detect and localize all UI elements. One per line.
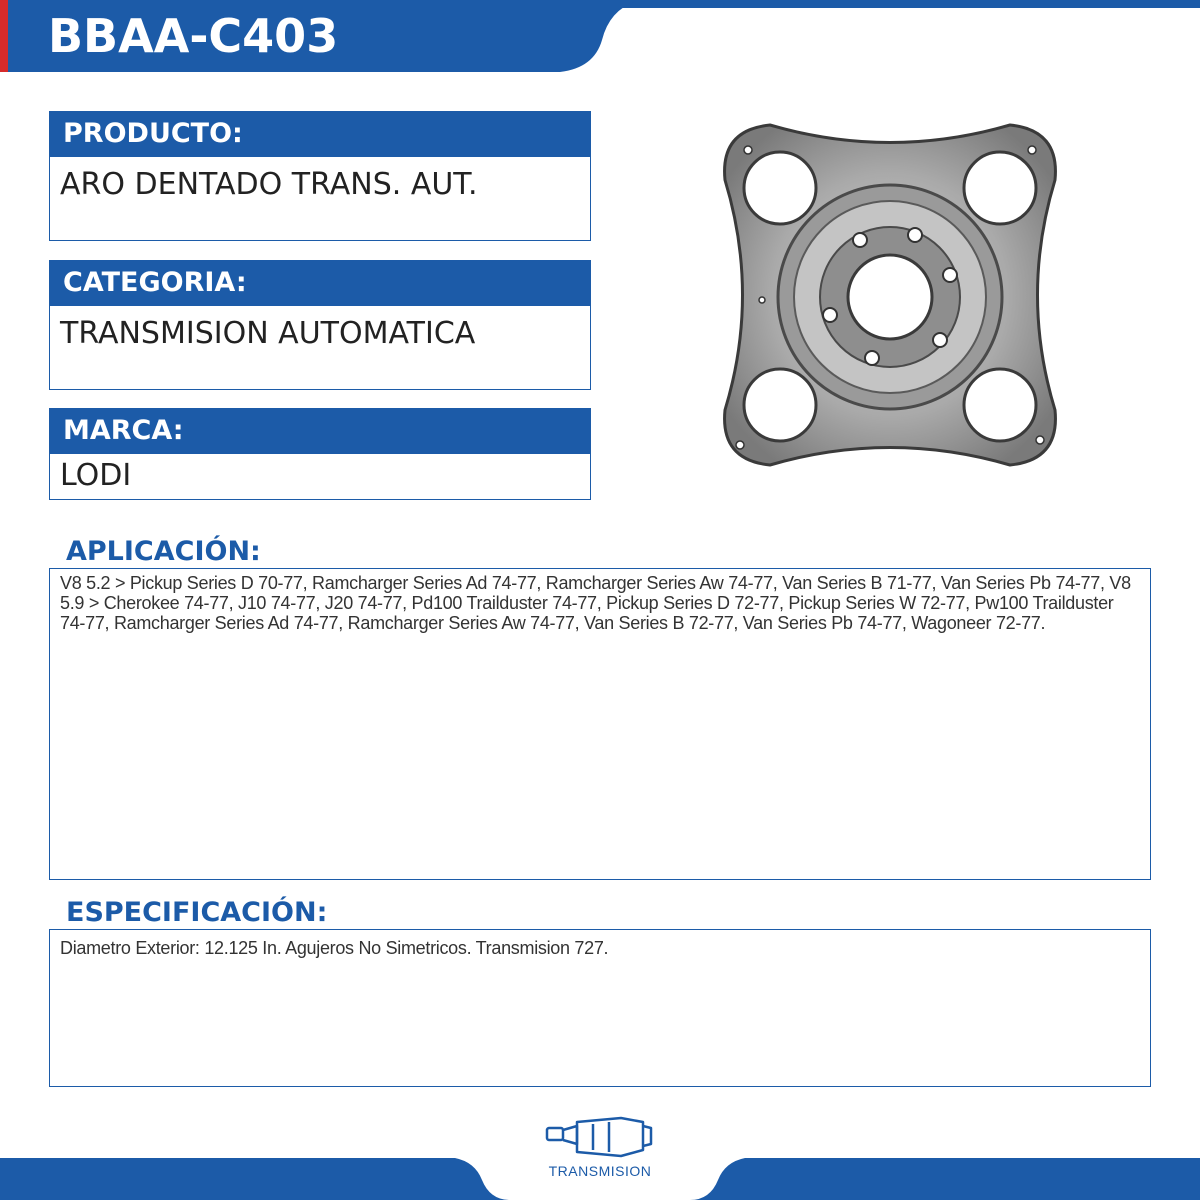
footer-label: TRANSMISION	[548, 1163, 652, 1179]
marca-label: MARCA:	[49, 408, 591, 454]
aplicacion-title: APLICACIÓN:	[66, 536, 261, 567]
categoria-label: CATEGORIA:	[49, 260, 591, 306]
producto-label: PRODUCTO:	[49, 111, 591, 157]
producto-field	[49, 111, 591, 241]
product-code-title: BBAA-C403	[48, 9, 339, 63]
categoria-value: TRANSMISION AUTOMATICA	[49, 306, 591, 390]
marca-field	[49, 408, 591, 500]
aplicacion-text: V8 5.2 > Pickup Series D 70-77, Ramcharger Series Ad 74-77, Ramcharger Series Aw 74-77, Van Series B 71-77, Van Series Pb 74-77, V8 5.9 > Cherokee 74-77, J10 74-77, J20 74-77, Pd100 Trailduster 74-77, Pickup Series D 72-77, Pickup Series W 72-77, Pw100 Trailduster 74-77, Ramcharger Series Ad 74-77, Ramcharger Series Aw 74-77, Van Series B 72-77, Van Series Pb 74-77, Wagoneer 72-77.	[49, 568, 1151, 880]
especificacion-title: ESPECIFICACIÓN:	[66, 897, 328, 928]
especificacion-text: Diametro Exterior: 12.125 In. Agujeros No Simetricos. Transmision 727.	[49, 929, 1151, 1087]
marca-value: LODI	[49, 454, 591, 500]
categoria-field	[49, 260, 591, 390]
transmission-icon	[543, 1112, 659, 1162]
product-image	[700, 100, 1080, 490]
producto-value: ARO DENTADO TRANS. AUT.	[49, 157, 591, 241]
